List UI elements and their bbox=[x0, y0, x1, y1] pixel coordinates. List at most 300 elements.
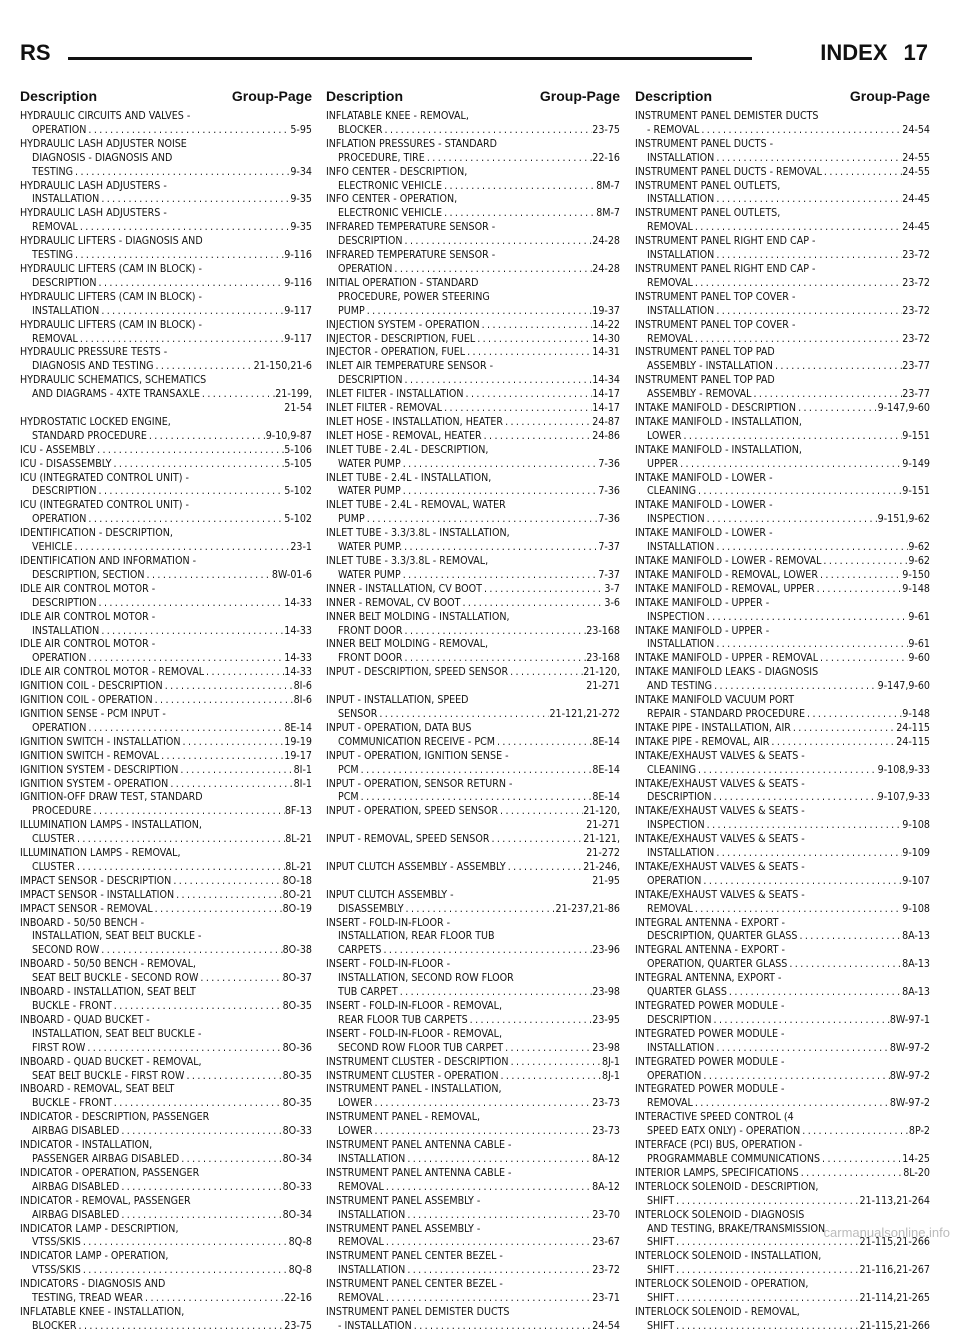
entry-last-line bbox=[326, 805, 620, 819]
index-entry bbox=[326, 805, 620, 833]
entry-last-line bbox=[20, 513, 312, 527]
group-page-ref-continued: 21-272 bbox=[586, 847, 620, 860]
group-page-ref: 8P-2 bbox=[908, 1125, 930, 1138]
index-entry bbox=[20, 708, 312, 736]
entry-text: DESCRIPTION, QUARTER GLASS bbox=[647, 930, 798, 943]
index-entry bbox=[635, 110, 930, 138]
entry-text: REMOVAL bbox=[338, 1180, 384, 1193]
entry-last-line bbox=[635, 430, 930, 444]
entry-text: TESTING bbox=[32, 249, 74, 262]
entry-last-line bbox=[20, 193, 312, 207]
entry-last-line bbox=[20, 485, 312, 499]
index-entry bbox=[20, 750, 312, 764]
entry-text: PCM bbox=[338, 763, 359, 776]
index-entry bbox=[635, 1000, 930, 1028]
entry-last-line bbox=[635, 193, 930, 207]
group-page-ref: 19-17 bbox=[284, 749, 312, 762]
dot-leader bbox=[401, 458, 599, 472]
entry-text: PASSENGER AIRBAG DISABLED bbox=[32, 1152, 180, 1165]
entry-text: INPUT - OPERATION, SPEED SENSOR bbox=[326, 805, 499, 818]
dot-leader bbox=[178, 764, 293, 778]
group-page-ref: 9-116 bbox=[284, 276, 312, 289]
entry-text: INTAKE MANIFOLD - UPPER - bbox=[635, 624, 770, 637]
group-page-ref: 8A-13 bbox=[902, 986, 930, 999]
entry-last-line bbox=[635, 166, 930, 180]
dot-leader bbox=[442, 207, 596, 221]
dot-leader bbox=[81, 1236, 289, 1250]
entry-last-line bbox=[20, 1181, 312, 1195]
entry-text: INTEGRAL ANTENNA, EXPORT - bbox=[635, 972, 782, 985]
entry-last-line bbox=[635, 958, 930, 972]
entry-last-line bbox=[326, 1264, 620, 1278]
index-entry bbox=[20, 986, 312, 1014]
group-page-ref: 9-147,9-60 bbox=[877, 680, 930, 693]
dot-leader bbox=[705, 819, 903, 833]
entry-last-line bbox=[326, 903, 620, 917]
group-page-ref: 9-109 bbox=[902, 847, 930, 860]
index-entry bbox=[20, 1139, 312, 1167]
index-entry bbox=[326, 221, 620, 249]
entry-last-line bbox=[326, 346, 620, 360]
entry-text: INTERLOCK SOLENOID - OPERATION, bbox=[635, 1278, 809, 1291]
index-entry bbox=[635, 235, 930, 263]
index-entry bbox=[20, 778, 312, 792]
group-page-ref: 5-102 bbox=[284, 485, 312, 498]
index-entry bbox=[20, 110, 312, 138]
entry-last-line bbox=[635, 875, 930, 889]
index-entry bbox=[635, 1181, 930, 1209]
group-page-ref: 8M-7 bbox=[596, 207, 620, 220]
entry-last-line bbox=[326, 305, 620, 319]
entry-text: INLET TUBE - 2.4L - DESCRIPTION, bbox=[326, 443, 489, 456]
index-entry bbox=[635, 180, 930, 208]
entry-text: SECOND ROW bbox=[32, 944, 100, 957]
entry-last-line bbox=[635, 1014, 930, 1028]
header-rule bbox=[68, 57, 752, 60]
entry-text: TESTING, TREAD WEAR bbox=[32, 1292, 144, 1305]
dot-leader bbox=[712, 680, 878, 694]
dot-leader bbox=[442, 180, 596, 194]
entry-text: INSPECTION bbox=[647, 610, 705, 623]
entry-text: - REMOVAL bbox=[647, 123, 700, 136]
group-page-ref: 22-16 bbox=[592, 151, 620, 164]
dot-leader bbox=[503, 416, 592, 430]
entry-last-line bbox=[20, 652, 312, 666]
column-header-2 bbox=[326, 88, 620, 108]
index-entry bbox=[635, 291, 930, 319]
entry-text: WATER PUMP. bbox=[338, 541, 403, 554]
entry-text: INTERLOCK SOLENOID - REMOVAL, bbox=[635, 1305, 800, 1318]
entry-last-line bbox=[326, 388, 620, 402]
entry-text: DESCRIPTION bbox=[647, 791, 712, 804]
entry-last-line bbox=[20, 1292, 312, 1306]
entry-last-line bbox=[326, 207, 620, 221]
dot-leader bbox=[425, 152, 592, 166]
group-page-ref: 8I-6 bbox=[293, 680, 312, 693]
description-heading: Description bbox=[635, 88, 713, 104]
group-page-ref: 8A-13 bbox=[902, 930, 930, 943]
group-page-ref: 23-168 bbox=[586, 624, 620, 637]
entry-text: SHIFT bbox=[647, 1292, 675, 1305]
entry-text: REMOVAL bbox=[338, 1236, 384, 1249]
entry-text: INPUT - OPERATION, IGNITION SENSE - bbox=[326, 749, 509, 762]
group-page-ref: 8E-14 bbox=[592, 791, 620, 804]
index-entry bbox=[20, 583, 312, 611]
index-entry bbox=[326, 833, 620, 861]
entry-text: INNER BELT MOLDING - REMOVAL, bbox=[326, 638, 489, 651]
dot-leader bbox=[714, 305, 902, 319]
entry-last-line bbox=[635, 221, 930, 235]
index-entry bbox=[326, 1250, 620, 1278]
index-entry bbox=[635, 527, 930, 555]
entry-text: OPERATION bbox=[32, 513, 87, 526]
entry-last-line bbox=[326, 1125, 620, 1139]
entry-text: HYDRAULIC LASH ADJUSTERS - bbox=[20, 179, 167, 192]
dot-leader bbox=[403, 374, 593, 388]
dot-leader bbox=[365, 513, 599, 527]
group-page-ref: 8F-13 bbox=[284, 805, 312, 818]
entry-text: CARPETS bbox=[338, 944, 382, 957]
group-page-ref: 9-116 bbox=[284, 249, 312, 262]
dot-leader bbox=[678, 458, 902, 472]
index-entry bbox=[20, 958, 312, 986]
group-page-ref: 8O-35 bbox=[282, 1069, 312, 1082]
dot-leader bbox=[482, 430, 593, 444]
entry-text: INSTALLATION bbox=[647, 193, 715, 206]
entry-last-line bbox=[326, 1181, 620, 1195]
group-page-ref: 14-25 bbox=[902, 1152, 930, 1165]
entry-text: INSTALLATION bbox=[338, 1264, 406, 1277]
index-column-1 bbox=[20, 110, 312, 1334]
dot-leader bbox=[701, 1070, 889, 1084]
entry-text: IGNITION SENSE - PCM INPUT - bbox=[20, 707, 166, 720]
group-page-ref: 8O-38 bbox=[282, 944, 312, 957]
entry-text: INSTALLATION, SEAT BELT BUCKLE - bbox=[32, 930, 202, 943]
dot-leader bbox=[112, 1000, 283, 1014]
index-entry bbox=[20, 138, 312, 180]
entry-last-line bbox=[20, 444, 312, 458]
dot-leader bbox=[506, 861, 584, 875]
entry-text: INSTRUMENT PANEL TOP PAD bbox=[635, 374, 775, 387]
dot-leader bbox=[398, 986, 593, 1000]
entry-text: REAR FLOOR TUB CARPETS bbox=[338, 1013, 468, 1026]
entry-text: FRONT DOOR bbox=[338, 652, 403, 665]
entry-text: INSTRUMENT PANEL - REMOVAL, bbox=[326, 1111, 481, 1124]
group-page-ref: 9-149 bbox=[902, 457, 930, 470]
group-page-ref: 21-121, bbox=[583, 833, 620, 846]
index-entry bbox=[326, 193, 620, 221]
entry-text: INBOARD - QUAD BUCKET - REMOVAL, bbox=[20, 1055, 202, 1068]
entry-text: INSPECTION bbox=[647, 819, 705, 832]
entry-text: LOWER bbox=[338, 1097, 373, 1110]
index-entry bbox=[635, 402, 930, 416]
entry-text: PROCEDURE, TIRE bbox=[338, 151, 425, 164]
index-entry bbox=[20, 638, 312, 666]
group-page-heading: Group-Page bbox=[539, 88, 620, 104]
dot-leader bbox=[468, 1014, 593, 1028]
entry-last-line bbox=[326, 652, 620, 666]
dot-leader bbox=[99, 625, 284, 639]
entry-text: INLET FILTER - INSTALLATION bbox=[326, 388, 464, 401]
index-entry bbox=[20, 499, 312, 527]
entry-last-line bbox=[635, 1070, 930, 1084]
group-page-ref: 21-115,21-266 bbox=[859, 1319, 930, 1332]
entry-last-line bbox=[635, 513, 930, 527]
entry-text: INTEGRATED POWER MODULE - bbox=[635, 1083, 785, 1096]
entry-last-line bbox=[20, 305, 312, 319]
entry-text: VEHICLE bbox=[32, 541, 73, 554]
group-page-ref: 9-60 bbox=[908, 652, 930, 665]
group-page-ref: 21-120, bbox=[583, 805, 620, 818]
entry-last-line bbox=[635, 1153, 930, 1167]
entry-text: INPUT - OPERATION, DATA BUS bbox=[326, 721, 472, 734]
entry-text: HYDRAULIC CIRCUITS AND VALVES - bbox=[20, 110, 191, 122]
entry-last-line bbox=[326, 1236, 620, 1250]
group-page-ref-continued: 21-54 bbox=[284, 402, 312, 415]
dot-leader bbox=[714, 193, 902, 207]
dot-leader bbox=[119, 1125, 282, 1139]
dot-leader bbox=[381, 944, 592, 958]
group-page-ref: 8L-20 bbox=[903, 1166, 930, 1179]
entry-text: HYDRAULIC LASH ADJUSTERS - bbox=[20, 207, 167, 220]
entry-last-line bbox=[635, 569, 930, 583]
index-entry bbox=[326, 1056, 620, 1070]
dot-leader bbox=[714, 152, 902, 166]
dot-leader bbox=[503, 1042, 592, 1056]
entry-last-line bbox=[635, 1292, 930, 1306]
entry-text: INSTALLATION bbox=[647, 249, 715, 262]
entry-text: INSTALLATION bbox=[338, 1208, 406, 1221]
dot-leader bbox=[171, 875, 282, 889]
entry-text: OPERATION bbox=[32, 123, 87, 136]
entry-text: INTAKE MANIFOLD VACUUM PORT bbox=[635, 694, 795, 707]
entry-text: BLOCKER bbox=[32, 1319, 77, 1332]
entry-text: PUMP bbox=[338, 304, 365, 317]
group-page-ref: 8O-35 bbox=[282, 1000, 312, 1012]
group-page-ref: 23-71 bbox=[592, 1292, 620, 1305]
group-page-ref: 14-17 bbox=[592, 402, 620, 415]
group-page-ref: 23-73 bbox=[592, 1125, 620, 1138]
index-entry bbox=[326, 499, 620, 527]
group-page-ref: 24-115 bbox=[896, 721, 930, 734]
entry-last-line bbox=[635, 1097, 930, 1111]
entry-last-line bbox=[326, 583, 620, 597]
entry-last-line bbox=[635, 930, 930, 944]
entry-text: INSTALLATION bbox=[647, 304, 715, 317]
group-page-ref-continued: 21-271 bbox=[586, 680, 620, 693]
entry-text: INDICATOR LAMP - OPERATION, bbox=[20, 1250, 169, 1263]
group-page-ref: 21-150,21-6 bbox=[253, 360, 312, 373]
dot-leader bbox=[200, 388, 275, 402]
index-entry bbox=[326, 889, 620, 917]
entry-text: INFRARED TEMPERATURE SENSOR - bbox=[326, 221, 496, 234]
dot-leader bbox=[145, 569, 272, 583]
entry-last-line bbox=[326, 485, 620, 499]
entry-last-line bbox=[326, 1097, 620, 1111]
entry-text: INJECTOR - OPERATION, FUEL bbox=[326, 346, 466, 359]
dot-leader bbox=[198, 972, 282, 986]
entry-text: INTERACTIVE SPEED CONTROL (4 bbox=[635, 1111, 794, 1124]
entry-text: PROCEDURE bbox=[32, 805, 92, 818]
entry-text: QUARTER GLASS bbox=[647, 986, 727, 999]
group-page-ref: 9-108 bbox=[902, 819, 930, 832]
dot-leader bbox=[97, 277, 285, 291]
group-page-ref: 8W-97-1 bbox=[889, 1013, 930, 1026]
entry-text: IMPACT SENSOR - REMOVAL bbox=[20, 902, 153, 915]
group-page-ref: 9-107 bbox=[902, 874, 930, 887]
entry-text: REMOVAL bbox=[647, 332, 693, 345]
index-entry bbox=[635, 1056, 930, 1084]
group-page-ref: 9-148 bbox=[902, 582, 930, 595]
entry-text: INSTRUMENT PANEL - INSTALLATION, bbox=[326, 1083, 502, 1096]
index-entry bbox=[20, 1278, 312, 1306]
entry-last-line bbox=[326, 1070, 620, 1084]
dot-leader bbox=[475, 333, 592, 347]
entry-text: INLET HOSE - REMOVAL, HEATER bbox=[326, 429, 482, 442]
entry-last-line bbox=[20, 430, 312, 444]
entry-text: OPERATION bbox=[647, 1069, 702, 1082]
index-entry bbox=[20, 1111, 312, 1139]
index-entry bbox=[326, 861, 620, 889]
index-entry bbox=[635, 1028, 930, 1056]
entry-text: ICU - DISASSEMBLY bbox=[20, 457, 112, 470]
index-entry bbox=[326, 722, 620, 750]
dot-leader bbox=[159, 750, 284, 764]
description-heading: Description bbox=[20, 88, 98, 104]
dot-leader bbox=[769, 736, 896, 750]
group-page-ref: 8Q-8 bbox=[288, 1236, 312, 1249]
entry-text: HYDRAULIC LIFTERS (CAM IN BLOCK) - bbox=[20, 318, 202, 331]
index-entry bbox=[20, 889, 312, 903]
entry-last-line bbox=[635, 736, 930, 750]
entry-text: INDICATOR LAMP - DESCRIPTION, bbox=[20, 1222, 179, 1235]
entry-text: INITIAL OPERATION - STANDARD bbox=[326, 276, 479, 289]
entry-text: ICU (INTEGRATED CONTROL UNIT) - bbox=[20, 471, 189, 484]
index-entry bbox=[20, 458, 312, 472]
entry-text: INTERIOR LAMPS, SPECIFICATIONS bbox=[635, 1166, 799, 1179]
entry-text: INTAKE/EXHAUST VALVES & SEATS - bbox=[635, 749, 805, 762]
group-page-ref: 7-37 bbox=[598, 541, 620, 554]
entry-text: INDICATOR - DESCRIPTION, PASSENGER bbox=[20, 1111, 210, 1124]
dot-leader bbox=[112, 1097, 283, 1111]
entry-last-line bbox=[20, 1153, 312, 1167]
index-entry bbox=[326, 611, 620, 639]
entry-text: DISASSEMBLY bbox=[338, 902, 404, 915]
entry-text: INFRARED TEMPERATURE SENSOR - bbox=[326, 249, 496, 262]
entry-text: CLEANING bbox=[647, 485, 696, 498]
entry-text: INTEGRATED POWER MODULE - bbox=[635, 1000, 785, 1012]
entry-text: FRONT DOOR bbox=[338, 624, 403, 637]
entry-text: INTAKE MANIFOLD - INSTALLATION, bbox=[635, 443, 802, 456]
index-entry bbox=[635, 346, 930, 374]
group-page-ref: 21-115,21-266 bbox=[859, 1236, 930, 1249]
entry-text: STANDARD PROCEDURE bbox=[32, 429, 147, 442]
entry-text: ILLUMINATION LAMPS - INSTALLATION, bbox=[20, 819, 202, 832]
dot-leader bbox=[693, 333, 902, 347]
group-page-ref: 21-116,21-267 bbox=[859, 1264, 930, 1277]
entry-text: INTAKE PIPE - INSTALLATION, AIR bbox=[635, 721, 791, 734]
entry-text: INLET FILTER - REMOVAL bbox=[326, 402, 443, 415]
entry-text: INJECTION SYSTEM - OPERATION bbox=[326, 318, 480, 331]
entry-last-line bbox=[635, 1042, 930, 1056]
dot-leader bbox=[442, 402, 592, 416]
index-entry bbox=[326, 555, 620, 583]
index-entry bbox=[635, 736, 930, 750]
index-entry bbox=[635, 778, 930, 806]
dot-leader bbox=[181, 736, 285, 750]
entry-text: OPERATION bbox=[32, 652, 87, 665]
index-entry bbox=[635, 472, 930, 500]
entry-text: INLET TUBE - 3.3/3.8L - REMOVAL, bbox=[326, 555, 489, 567]
group-page-ref: 9-117 bbox=[284, 332, 312, 345]
entry-text: INSTRUMENT PANEL CENTER BEZEL - bbox=[326, 1250, 503, 1263]
entry-text: INBOARD - 50/50 BENCH - bbox=[20, 916, 145, 929]
group-page-ref: 8O-18 bbox=[282, 874, 312, 887]
dot-leader bbox=[119, 1181, 282, 1195]
entry-text: INTAKE MANIFOLD - DESCRIPTION bbox=[635, 402, 797, 415]
entry-last-line bbox=[635, 1125, 930, 1139]
entry-text: INPUT - OPERATION, SENSOR RETURN - bbox=[326, 777, 513, 790]
entry-last-line bbox=[20, 249, 312, 263]
group-page-ref: 23-75 bbox=[284, 1319, 312, 1332]
entry-last-line bbox=[20, 1070, 312, 1084]
dot-leader bbox=[85, 1042, 282, 1056]
entry-text: INSTRUMENT CLUSTER - DESCRIPTION bbox=[326, 1055, 509, 1068]
entry-text: OPERATION bbox=[338, 262, 393, 275]
dot-leader bbox=[377, 708, 549, 722]
entry-text: TUB CARPET bbox=[338, 986, 398, 999]
entry-text: IMPACT SENSOR - INSTALLATION bbox=[20, 888, 175, 901]
entry-text: WATER PUMP bbox=[338, 485, 401, 498]
dot-leader bbox=[714, 638, 908, 652]
dot-leader bbox=[392, 263, 592, 277]
entry-text: INTEGRAL ANTENNA - EXPORT - bbox=[635, 944, 785, 957]
dot-leader bbox=[403, 625, 587, 639]
entry-last-line bbox=[635, 458, 930, 472]
entry-last-line bbox=[326, 333, 620, 347]
index-entry bbox=[635, 944, 930, 972]
index-entry bbox=[20, 666, 312, 680]
dot-leader bbox=[402, 541, 598, 555]
entry-text: INTEGRAL ANTENNA - EXPORT - bbox=[635, 916, 785, 929]
dot-leader bbox=[73, 249, 284, 263]
group-page-ref: 8I-6 bbox=[293, 694, 312, 707]
entry-last-line bbox=[20, 1236, 312, 1250]
entry-text: IGNITION SYSTEM - OPERATION bbox=[20, 777, 169, 790]
entry-text: HYDRAULIC LIFTERS - DIAGNOSIS AND bbox=[20, 235, 203, 248]
entry-text: INTAKE PIPE - REMOVAL, AIR bbox=[635, 735, 770, 748]
group-page-ref: 24-55 bbox=[902, 165, 930, 178]
entry-last-line bbox=[326, 374, 620, 388]
group-page-ref: 8J-1 bbox=[602, 1055, 620, 1068]
entry-last-line bbox=[326, 944, 620, 958]
entry-text: ICU (INTEGRATED CONTROL UNIT) - bbox=[20, 499, 189, 512]
section-title: INDEX bbox=[820, 40, 888, 65]
entry-last-line bbox=[20, 458, 312, 472]
entry-text: DESCRIPTION bbox=[32, 596, 97, 609]
index-entry bbox=[326, 360, 620, 388]
entry-text: INSTRUMENT PANEL TOP COVER - bbox=[635, 290, 796, 303]
dot-leader bbox=[184, 1070, 282, 1084]
entry-last-line bbox=[326, 625, 620, 639]
entry-text: INNER BELT MOLDING - INSTALLATION, bbox=[326, 610, 510, 623]
group-page-ref: 9-61 bbox=[908, 610, 930, 623]
entry-last-line bbox=[20, 764, 312, 778]
entry-last-line bbox=[20, 1000, 312, 1014]
index-entry bbox=[635, 207, 930, 235]
group-page-ref: 24-54 bbox=[902, 123, 930, 136]
group-page-ref: 14-33 bbox=[284, 624, 312, 637]
